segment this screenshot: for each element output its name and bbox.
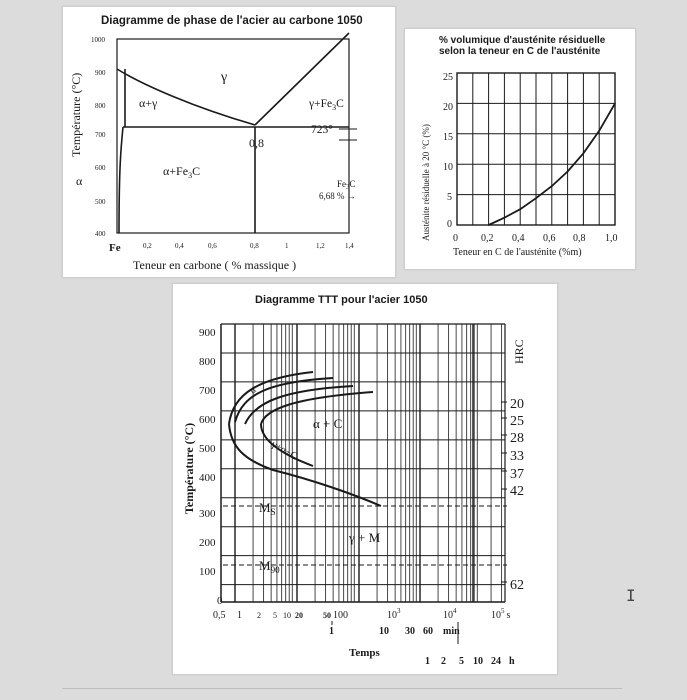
ttt-x-tick-1e5: $10^5$ s bbox=[491, 607, 511, 621]
ra-x-tick: 0,8 bbox=[573, 233, 586, 244]
ttt-x-tick: 100 bbox=[333, 610, 348, 621]
region-gamma: γ bbox=[221, 70, 228, 85]
hrc-values bbox=[510, 397, 524, 593]
ra-data-point bbox=[519, 208, 521, 210]
ttt-y-label: Température (°C) bbox=[182, 422, 196, 514]
phase-x-ticks bbox=[109, 242, 354, 254]
ra-x-tick: 0 bbox=[453, 233, 458, 244]
ttt-h-tick: 10 bbox=[473, 656, 483, 667]
hrc-value: 62 bbox=[510, 578, 524, 593]
curve-lower-start bbox=[229, 424, 381, 506]
phase-y-ticks bbox=[91, 36, 106, 238]
hrc-value: 20 bbox=[510, 397, 524, 412]
ra-data-point bbox=[535, 197, 537, 199]
a3-line bbox=[117, 69, 255, 125]
ttt-x-tick: 10 bbox=[283, 611, 291, 620]
ra-data-point bbox=[614, 103, 616, 105]
hrc-value: 25 bbox=[510, 414, 524, 429]
phase-diagram-svg bbox=[63, 7, 395, 277]
ra-data-point bbox=[598, 130, 600, 132]
ra-y-label: Austénite résiduelle à 20 °C (%) bbox=[421, 124, 431, 241]
hrc-value: 28 bbox=[510, 431, 524, 446]
region-gamma-fe3c: $\gamma+Fe_3C$ bbox=[309, 98, 344, 112]
ra-y-ticks bbox=[443, 72, 453, 230]
ra-y-tick: 15 bbox=[443, 132, 453, 143]
ttt-y-tick: 900 bbox=[199, 327, 216, 339]
ttt-min-tick: 1 bbox=[329, 626, 334, 637]
ra-x-tick: 0,6 bbox=[543, 233, 556, 244]
label-alpha-c: α + C bbox=[313, 416, 343, 431]
ttt-min-row bbox=[329, 626, 460, 637]
region-alpha-gamma: α+γ bbox=[139, 96, 158, 110]
phase-y-tick: 500 bbox=[95, 198, 106, 206]
ttt-y-tick: 800 bbox=[199, 356, 216, 368]
ra-data-point bbox=[567, 171, 569, 173]
ttt-h-tick: 2 bbox=[441, 656, 446, 667]
hrc-label: HRC bbox=[512, 339, 526, 364]
phase-y-tick: 900 bbox=[95, 69, 106, 77]
ttt-x-tick: 50 bbox=[323, 611, 331, 620]
ra-x-tick: 0,4 bbox=[512, 233, 525, 244]
phase-x-tick: Fe bbox=[109, 242, 121, 254]
ra-data-point bbox=[488, 224, 490, 226]
ttt-y-tick: 600 bbox=[199, 414, 216, 426]
phase-x-tick: 1,2 bbox=[316, 242, 325, 250]
label-gamma-m: γ + M bbox=[349, 530, 381, 545]
hrc-value: 33 bbox=[510, 449, 524, 464]
phase-x-tick: 1 bbox=[285, 242, 289, 250]
ttt-min-tick: 60 bbox=[423, 626, 433, 637]
ttt-min-tick: 30 bbox=[405, 626, 415, 637]
phase-y-tick: 400 bbox=[95, 230, 106, 238]
retained-austenite-svg bbox=[405, 29, 635, 269]
ttt-x-tick: 1 bbox=[237, 610, 242, 621]
ttt-h-tick: h bbox=[509, 656, 515, 667]
ttt-x-tick-1e4: $10^4$ bbox=[443, 607, 457, 621]
ra-title-line2: selon la teneur en C de l'austénite bbox=[439, 46, 601, 57]
ttt-y-tick: 0 bbox=[217, 595, 223, 607]
region-alpha-fe3c: $\alpha+Fe_3C$ bbox=[163, 164, 201, 180]
label-ms: $M_S$ bbox=[259, 500, 276, 517]
ttt-y-tick: 300 bbox=[199, 508, 216, 520]
eutectoid-temp-label: 723° bbox=[311, 124, 333, 136]
ttt-y-tick: 500 bbox=[199, 443, 216, 455]
label-gamma-alpha-c: γ+α+C bbox=[269, 439, 299, 463]
ttt-x-tick-1e3: $10^3$ bbox=[387, 607, 401, 621]
ttt-y-tick: 700 bbox=[199, 385, 216, 397]
phase-x-label: Teneur en carbone ( % massique ) bbox=[133, 258, 297, 272]
ttt-x-tick: 2 bbox=[257, 611, 261, 620]
eutectoid-comp-label: 0,8 bbox=[249, 136, 264, 150]
ttt-h-tick: 1 bbox=[425, 656, 430, 667]
ttt-h-tick: 5 bbox=[459, 656, 464, 667]
hrc-value: 42 bbox=[510, 484, 524, 499]
ra-data-point bbox=[551, 185, 553, 187]
phase-x-tick: 1,4 bbox=[345, 242, 354, 250]
ttt-x-label: Temps bbox=[349, 647, 380, 659]
label-m90: $M_{90}$ bbox=[259, 558, 280, 575]
phase-x-tick: 0,2 bbox=[143, 242, 152, 250]
ra-x-label: Teneur en C de l'austénite (%m) bbox=[453, 247, 582, 258]
solvus-line bbox=[119, 127, 123, 233]
phase-y-label: Température (°C) bbox=[69, 72, 83, 157]
ra-data-point bbox=[583, 152, 585, 154]
ttt-y-tick: 400 bbox=[199, 472, 216, 484]
fe3c-pct-label: 6,68 % → bbox=[319, 191, 356, 201]
fe3c-label: $Fe_3C$ bbox=[337, 179, 356, 191]
ra-y-tick: 5 bbox=[447, 192, 452, 203]
ttt-y-tick: 200 bbox=[199, 537, 216, 549]
page-bottom-rule bbox=[62, 688, 622, 689]
ttt-min-tick: min bbox=[443, 626, 460, 637]
ra-plot-area bbox=[457, 73, 616, 226]
ra-y-tick: 20 bbox=[443, 102, 453, 113]
label-alpha: α bbox=[247, 384, 258, 396]
ra-y-tick: 10 bbox=[443, 162, 453, 173]
retained-austenite-panel bbox=[404, 28, 636, 270]
phase-diagram-title: Diagramme de phase de l'acier au carbone 1050 bbox=[101, 15, 363, 27]
ra-x-tick: 1,0 bbox=[605, 233, 618, 244]
ttt-h-row bbox=[425, 656, 515, 667]
ttt-min-tick: 10 bbox=[379, 626, 389, 637]
ra-y-tick: 0 bbox=[447, 219, 452, 230]
phase-x-tick: 0,6 bbox=[208, 242, 217, 250]
phase-diagram-panel bbox=[62, 6, 396, 278]
phase-y-tick: 700 bbox=[95, 131, 106, 139]
ttt-x-tick: 20 bbox=[295, 611, 303, 620]
ttt-title: Diagramme TTT pour l'acier 1050 bbox=[255, 294, 428, 306]
ra-data-point bbox=[504, 217, 506, 219]
ra-y-tick: 25 bbox=[443, 72, 453, 83]
ttt-x-ticks bbox=[213, 607, 511, 621]
ttt-h-tick: 24 bbox=[491, 656, 501, 667]
ttt-x-tick: 5 bbox=[273, 611, 277, 620]
ttt-svg bbox=[173, 284, 557, 674]
ttt-y-ticks bbox=[199, 327, 223, 607]
ra-x-ticks bbox=[453, 233, 618, 244]
phase-x-tick: 0,8 bbox=[250, 242, 259, 250]
phase-y-tick: 600 bbox=[95, 164, 106, 172]
hrc-value: 37 bbox=[510, 467, 524, 482]
text-cursor-icon: I bbox=[626, 586, 636, 605]
ttt-y-tick: 100 bbox=[199, 566, 216, 578]
phase-x-tick: 0,4 bbox=[175, 242, 184, 250]
phase-y-tick: 1000 bbox=[91, 36, 105, 44]
ttt-x-tick: 0,5 bbox=[213, 610, 226, 621]
ttt-panel bbox=[172, 283, 558, 675]
ra-x-tick: 0,2 bbox=[481, 233, 494, 244]
phase-y-symbol: α bbox=[76, 174, 83, 188]
ra-title-line1: % volumique d'austénite résiduelle bbox=[439, 35, 606, 46]
phase-y-tick: 800 bbox=[95, 102, 106, 110]
